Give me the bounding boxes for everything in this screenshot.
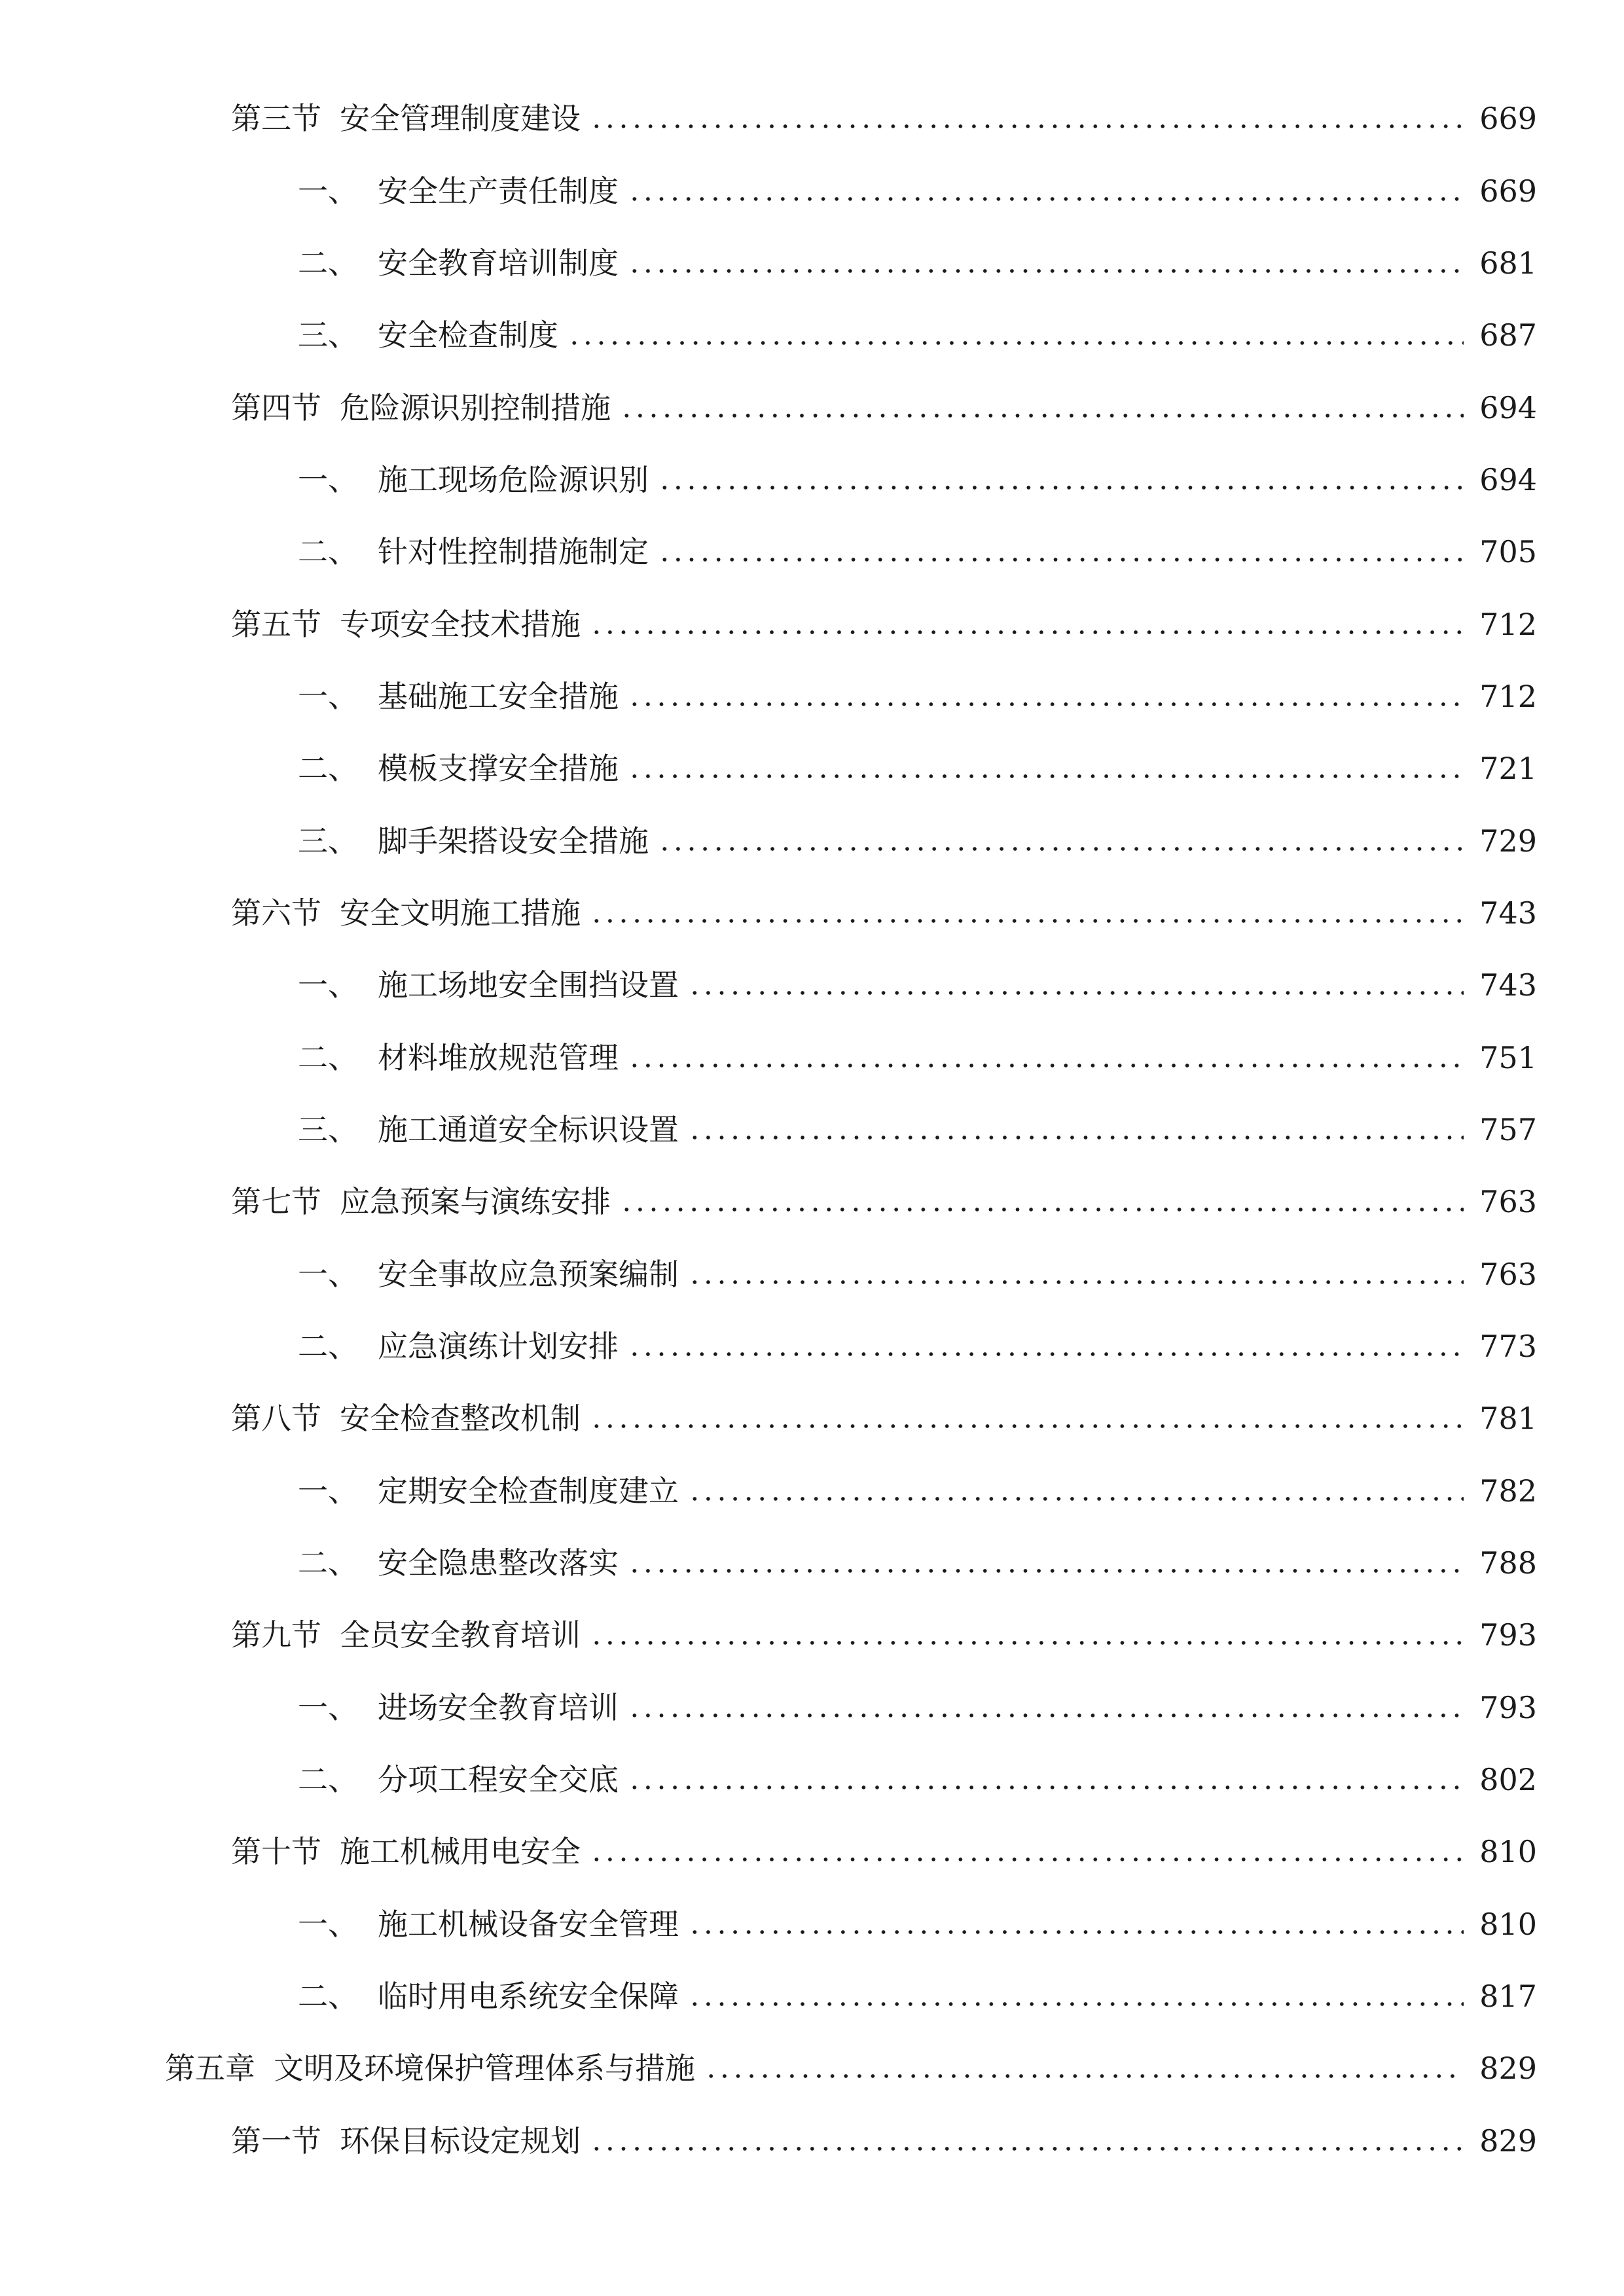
toc-entry-page: 705 xyxy=(1479,534,1537,569)
toc-entry[interactable] xyxy=(298,1757,1537,1803)
toc-entry[interactable] xyxy=(298,818,1537,864)
toc-entry-prefix: 第三节 xyxy=(231,101,321,136)
toc-entry-prefix: 二、 xyxy=(298,534,358,569)
toc-entry-prefix: 第五章 xyxy=(165,2051,255,2086)
toc-entry[interactable] xyxy=(231,1179,1537,1225)
toc-entry-page: 694 xyxy=(1479,462,1537,497)
toc-entry-prefix: 第一节 xyxy=(231,2123,321,2159)
toc-entry[interactable] xyxy=(298,1035,1537,1081)
toc-entry-page: 829 xyxy=(1479,2123,1537,2159)
toc-entry-page: 773 xyxy=(1479,1329,1537,1364)
toc-entry-page: 781 xyxy=(1479,1401,1537,1436)
toc-entry-page: 788 xyxy=(1479,1545,1537,1581)
dot-leader xyxy=(658,485,1464,490)
toc-entry-label: 材料堆放规范管理 xyxy=(378,1040,619,1075)
toc-entry-label: 安全生产责任制度 xyxy=(378,173,619,209)
toc-entry-page: 810 xyxy=(1479,1834,1537,1869)
dot-leader xyxy=(628,774,1464,779)
toc-entry-page: 687 xyxy=(1479,317,1537,353)
toc-entry[interactable] xyxy=(231,96,1537,141)
dot-leader xyxy=(688,990,1464,996)
toc-entry-prefix: 三、 xyxy=(298,1112,358,1147)
toc-entry-label: 安全文明施工措施 xyxy=(340,895,581,931)
toc-entry-label: 定期安全检查制度建立 xyxy=(378,1473,679,1509)
toc-entry[interactable] xyxy=(298,168,1537,214)
toc-entry-prefix: 第六节 xyxy=(231,895,321,931)
toc-entry-page: 763 xyxy=(1479,1257,1537,1292)
toc-entry-page: 793 xyxy=(1479,1690,1537,1725)
toc-entry-page: 757 xyxy=(1479,1112,1537,1147)
toc-entry-prefix: 第八节 xyxy=(231,1401,321,1436)
toc-entry-page: 743 xyxy=(1479,967,1537,1003)
toc-entry-page: 721 xyxy=(1479,751,1537,786)
toc-entry[interactable] xyxy=(298,745,1537,791)
toc-entry-prefix: 一、 xyxy=(298,679,358,714)
toc-entry[interactable] xyxy=(165,2045,1537,2091)
toc-entry-label: 施工通道安全标识设置 xyxy=(378,1112,679,1147)
dot-leader xyxy=(590,630,1464,635)
toc-entry-label: 安全管理制度建设 xyxy=(340,101,581,136)
toc-entry[interactable] xyxy=(298,1323,1537,1369)
toc-entry[interactable] xyxy=(298,962,1537,1008)
toc-entry-label: 针对性控制措施制定 xyxy=(378,534,649,569)
dot-leader xyxy=(628,196,1464,202)
toc-entry[interactable] xyxy=(298,457,1537,503)
dot-leader xyxy=(704,2073,1464,2079)
toc-entry-prefix: 第四节 xyxy=(231,390,321,425)
toc-entry[interactable] xyxy=(298,1973,1537,2019)
toc-entry-prefix: 第十节 xyxy=(231,1834,321,1869)
toc-entry-label: 危险源识别控制措施 xyxy=(340,390,611,425)
toc-entry[interactable] xyxy=(298,1468,1537,1514)
toc-entry-prefix: 一、 xyxy=(298,462,358,497)
toc-entry-label: 施工机械设备安全管理 xyxy=(378,1907,679,1942)
toc-entry[interactable] xyxy=(298,529,1537,575)
toc-entry[interactable] xyxy=(231,601,1537,647)
dot-leader xyxy=(628,1352,1464,1357)
toc-entry-prefix: 第七节 xyxy=(231,1184,321,1219)
toc-entry-label: 施工机械用电安全 xyxy=(340,1834,581,1869)
toc-entry-label: 临时用电系统安全保障 xyxy=(378,1979,679,2014)
toc-entry-label: 应急演练计划安排 xyxy=(378,1329,619,1364)
toc-entry[interactable] xyxy=(231,890,1537,936)
dot-leader xyxy=(688,1496,1464,1501)
toc-entry-page: 694 xyxy=(1479,390,1537,425)
dot-leader xyxy=(628,268,1464,274)
toc-entry-prefix: 一、 xyxy=(298,967,358,1003)
toc-entry[interactable] xyxy=(231,1395,1537,1441)
toc-entry-prefix: 第九节 xyxy=(231,1617,321,1653)
toc-entry-prefix: 一、 xyxy=(298,1690,358,1725)
toc-entry[interactable] xyxy=(298,312,1537,358)
dot-leader xyxy=(590,124,1464,129)
dot-leader xyxy=(628,1063,1464,1068)
dot-leader xyxy=(658,846,1464,852)
dot-leader xyxy=(590,1857,1464,1862)
dot-leader xyxy=(620,1207,1464,1212)
dot-leader xyxy=(688,1280,1464,1285)
toc-entry-prefix: 二、 xyxy=(298,245,358,281)
toc-entry[interactable] xyxy=(231,385,1537,431)
toc-entry-prefix: 二、 xyxy=(298,1040,358,1075)
toc-entry-prefix: 三、 xyxy=(298,823,358,859)
toc-entry-label: 施工现场危险源识别 xyxy=(378,462,649,497)
dot-leader xyxy=(688,1135,1464,1140)
dot-leader xyxy=(688,2001,1464,2007)
toc-entry-page: 681 xyxy=(1479,245,1537,281)
toc-entry-label: 基础施工安全措施 xyxy=(378,679,619,714)
toc-entry-label: 安全检查制度 xyxy=(378,317,558,353)
toc-entry-page: 817 xyxy=(1479,1979,1537,2014)
toc-entry-prefix: 三、 xyxy=(298,317,358,353)
dot-leader xyxy=(628,1568,1464,1573)
toc-entry-label: 安全检查整改机制 xyxy=(340,1401,581,1436)
toc-entry-label: 安全事故应急预案编制 xyxy=(378,1257,679,1292)
toc-entry-page: 829 xyxy=(1479,2051,1537,2086)
toc-entry-prefix: 一、 xyxy=(298,173,358,209)
toc-entry-label: 应急预案与演练安排 xyxy=(340,1184,611,1219)
dot-leader xyxy=(628,1713,1464,1718)
toc-entry-prefix: 二、 xyxy=(298,1979,358,2014)
dot-leader xyxy=(628,1785,1464,1790)
toc-entry[interactable] xyxy=(231,1829,1537,1874)
toc-entry-page: 751 xyxy=(1479,1040,1537,1075)
toc-entry-prefix: 二、 xyxy=(298,1329,358,1364)
toc-entry-prefix: 二、 xyxy=(298,1762,358,1797)
toc-entry-label: 环保目标设定规划 xyxy=(340,2123,581,2159)
dot-leader xyxy=(590,2146,1464,2151)
dot-leader xyxy=(658,557,1464,562)
dot-leader xyxy=(590,1424,1464,1429)
toc-entry-label: 安全教育培训制度 xyxy=(378,245,619,281)
toc-entry-page: 669 xyxy=(1479,173,1537,209)
toc-entry-page: 810 xyxy=(1479,1907,1537,1942)
dot-leader xyxy=(628,702,1464,707)
toc-entry-label: 模板支撑安全措施 xyxy=(378,751,619,786)
toc-entry-page: 802 xyxy=(1479,1762,1537,1797)
toc-entry-page: 669 xyxy=(1479,101,1537,136)
toc-entry[interactable] xyxy=(298,1107,1537,1153)
toc-entry-page: 782 xyxy=(1479,1473,1537,1509)
toc-entry[interactable] xyxy=(231,1612,1537,1658)
toc-entry-prefix: 一、 xyxy=(298,1907,358,1942)
toc-entry[interactable] xyxy=(231,2118,1537,2164)
toc-entry-label: 文明及环境保护管理体系与措施 xyxy=(274,2051,695,2086)
toc-entry-page: 743 xyxy=(1479,895,1537,931)
toc-entry-prefix: 第五节 xyxy=(231,607,321,642)
dot-leader xyxy=(620,413,1464,418)
toc-entry-prefix: 二、 xyxy=(298,751,358,786)
toc-entry[interactable] xyxy=(298,1901,1537,1947)
toc-entry[interactable] xyxy=(298,1540,1537,1586)
toc-entry-page: 712 xyxy=(1479,679,1537,714)
toc-entry-prefix: 一、 xyxy=(298,1473,358,1509)
toc-entry-label: 专项安全技术措施 xyxy=(340,607,581,642)
toc-entry[interactable] xyxy=(298,673,1537,719)
toc-entry[interactable] xyxy=(298,1251,1537,1297)
toc-entry-label: 进场安全教育培训 xyxy=(378,1690,619,1725)
toc-entry[interactable] xyxy=(298,240,1537,286)
toc-entry[interactable] xyxy=(298,1685,1537,1731)
toc-entry-page: 712 xyxy=(1479,607,1537,642)
dot-leader xyxy=(590,918,1464,924)
toc-entry-label: 安全隐患整改落实 xyxy=(378,1545,619,1581)
toc-entry-prefix: 二、 xyxy=(298,1545,358,1581)
toc-entry-label: 施工场地安全围挡设置 xyxy=(378,967,679,1003)
toc-entry-label: 脚手架搭设安全措施 xyxy=(378,823,649,859)
toc-entry-page: 793 xyxy=(1479,1617,1537,1653)
toc-entry-prefix: 一、 xyxy=(298,1257,358,1292)
dot-leader xyxy=(688,1929,1464,1935)
dot-leader xyxy=(568,340,1464,346)
toc-entry-label: 全员安全教育培训 xyxy=(340,1617,581,1653)
toc-entry-page: 729 xyxy=(1479,823,1537,859)
toc-entry-label: 分项工程安全交底 xyxy=(378,1762,619,1797)
toc-entry-page: 763 xyxy=(1479,1184,1537,1219)
dot-leader xyxy=(590,1640,1464,1645)
